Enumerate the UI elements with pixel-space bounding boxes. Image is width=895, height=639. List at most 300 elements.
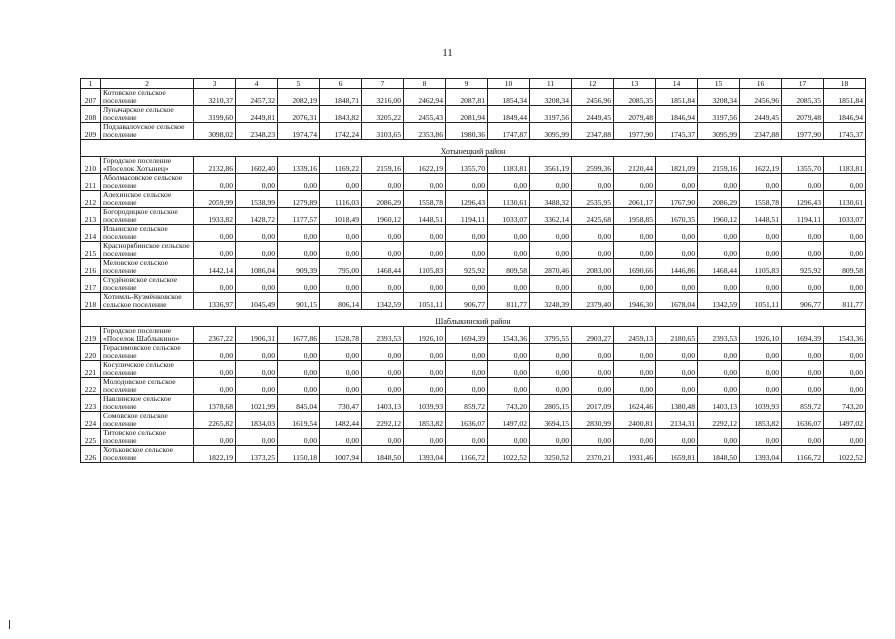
value-cell: 0,00 bbox=[572, 361, 614, 378]
value-cell: 1848,50 bbox=[362, 446, 404, 463]
value-cell: 1977,90 bbox=[614, 123, 656, 140]
value-cell: 0,00 bbox=[824, 361, 866, 378]
column-number-cell: 5 bbox=[278, 79, 320, 89]
value-cell: 0,00 bbox=[530, 174, 572, 191]
value-cell: 1021,99 bbox=[236, 395, 278, 412]
settlement-name: Городское поселение «Поселок Шаблыкино» bbox=[101, 327, 194, 344]
value-cell: 1355,70 bbox=[782, 157, 824, 174]
value-cell: 0,00 bbox=[362, 361, 404, 378]
value-cell: 0,00 bbox=[656, 378, 698, 395]
value-cell: 2159,16 bbox=[698, 157, 740, 174]
value-cell: 1690,66 bbox=[614, 259, 656, 276]
value-cell: 1538,99 bbox=[236, 191, 278, 208]
value-cell: 2079,48 bbox=[782, 106, 824, 123]
value-cell: 0,00 bbox=[614, 225, 656, 242]
value-cell: 3095,99 bbox=[698, 123, 740, 140]
table-row bbox=[81, 395, 866, 412]
value-cell: 0,00 bbox=[614, 344, 656, 361]
value-cell: 0,00 bbox=[740, 174, 782, 191]
value-cell: 0,00 bbox=[530, 276, 572, 293]
value-cell: 1150,18 bbox=[278, 446, 320, 463]
table-row bbox=[81, 361, 866, 378]
value-cell: 2082,19 bbox=[278, 89, 320, 106]
value-cell: 1039,93 bbox=[404, 395, 446, 412]
value-cell: 2120,44 bbox=[614, 157, 656, 174]
value-cell: 743,20 bbox=[488, 395, 530, 412]
value-cell: 0,00 bbox=[362, 378, 404, 395]
value-cell: 3694,15 bbox=[530, 412, 572, 429]
district-name: Хотынецкий район bbox=[81, 140, 866, 157]
value-cell: 906,77 bbox=[446, 293, 488, 310]
value-cell: 2456,96 bbox=[740, 89, 782, 106]
value-cell: 1933,82 bbox=[194, 208, 236, 225]
value-cell: 0,00 bbox=[320, 361, 362, 378]
value-cell: 0,00 bbox=[446, 242, 488, 259]
value-cell: 1543,36 bbox=[824, 327, 866, 344]
value-cell: 1619,54 bbox=[278, 412, 320, 429]
value-cell: 0,00 bbox=[740, 225, 782, 242]
value-cell: 0,00 bbox=[824, 225, 866, 242]
value-cell: 0,00 bbox=[194, 174, 236, 191]
value-cell: 0,00 bbox=[278, 361, 320, 378]
row-number: 214 bbox=[81, 225, 101, 242]
value-cell: 0,00 bbox=[320, 344, 362, 361]
value-cell: 2085,35 bbox=[782, 89, 824, 106]
value-cell: 0,00 bbox=[404, 361, 446, 378]
row-number: 216 bbox=[81, 259, 101, 276]
table-row bbox=[81, 225, 866, 242]
value-cell: 2830,99 bbox=[572, 412, 614, 429]
value-cell: 2425,68 bbox=[572, 208, 614, 225]
value-cell: 0,00 bbox=[488, 344, 530, 361]
value-cell: 0,00 bbox=[320, 378, 362, 395]
value-cell: 1033,07 bbox=[488, 208, 530, 225]
value-cell: 0,00 bbox=[278, 174, 320, 191]
row-number: 213 bbox=[81, 208, 101, 225]
value-cell: 2456,96 bbox=[572, 89, 614, 106]
value-cell: 1694,39 bbox=[446, 327, 488, 344]
data-table bbox=[80, 78, 866, 463]
district-header-row bbox=[81, 140, 866, 157]
value-cell: 1602,40 bbox=[236, 157, 278, 174]
table-row bbox=[81, 429, 866, 446]
value-cell: 1848,50 bbox=[698, 446, 740, 463]
value-cell: 901,15 bbox=[278, 293, 320, 310]
value-cell: 0,00 bbox=[194, 242, 236, 259]
column-number-cell: 16 bbox=[740, 79, 782, 89]
table-row bbox=[81, 157, 866, 174]
value-cell: 0,00 bbox=[530, 242, 572, 259]
value-cell: 2393,53 bbox=[362, 327, 404, 344]
value-cell: 2292,12 bbox=[362, 412, 404, 429]
value-cell: 1745,37 bbox=[656, 123, 698, 140]
value-cell: 0,00 bbox=[278, 276, 320, 293]
value-cell: 1378,68 bbox=[194, 395, 236, 412]
column-number-cell: 9 bbox=[446, 79, 488, 89]
value-cell: 0,00 bbox=[530, 225, 572, 242]
settlement-name: Меловское сельское поселение bbox=[101, 259, 194, 276]
value-cell: 1468,44 bbox=[362, 259, 404, 276]
district-name: Шаблыкинский район bbox=[81, 310, 866, 327]
value-cell: 1007,94 bbox=[320, 446, 362, 463]
value-cell: 1403,13 bbox=[698, 395, 740, 412]
value-cell: 0,00 bbox=[740, 429, 782, 446]
value-cell: 809,58 bbox=[824, 259, 866, 276]
value-cell: 2870,46 bbox=[530, 259, 572, 276]
value-cell: 0,00 bbox=[278, 378, 320, 395]
value-cell: 1051,11 bbox=[404, 293, 446, 310]
value-cell: 3103,65 bbox=[362, 123, 404, 140]
value-cell: 1279,89 bbox=[278, 191, 320, 208]
column-number-cell: 17 bbox=[782, 79, 824, 89]
row-number: 215 bbox=[81, 242, 101, 259]
value-cell: 2903,27 bbox=[572, 327, 614, 344]
table-row bbox=[81, 412, 866, 429]
value-cell: 1380,48 bbox=[656, 395, 698, 412]
value-cell: 1558,78 bbox=[404, 191, 446, 208]
value-cell: 3210,37 bbox=[194, 89, 236, 106]
value-cell: 0,00 bbox=[446, 174, 488, 191]
value-cell: 2457,32 bbox=[236, 89, 278, 106]
value-cell: 2079,48 bbox=[614, 106, 656, 123]
row-number: 207 bbox=[81, 89, 101, 106]
value-cell: 1822,19 bbox=[194, 446, 236, 463]
value-cell: 0,00 bbox=[614, 429, 656, 446]
value-cell: 1636,07 bbox=[782, 412, 824, 429]
value-cell: 0,00 bbox=[446, 429, 488, 446]
value-cell: 0,00 bbox=[656, 174, 698, 191]
value-cell: 1960,12 bbox=[698, 208, 740, 225]
value-cell: 1177,57 bbox=[278, 208, 320, 225]
value-cell: 0,00 bbox=[614, 242, 656, 259]
value-cell: 1018,49 bbox=[320, 208, 362, 225]
value-cell: 0,00 bbox=[740, 242, 782, 259]
value-cell: 2061,17 bbox=[614, 191, 656, 208]
value-cell: 0,00 bbox=[614, 276, 656, 293]
value-cell: 1834,03 bbox=[236, 412, 278, 429]
value-cell: 0,00 bbox=[320, 429, 362, 446]
table-body bbox=[81, 79, 866, 463]
value-cell: 0,00 bbox=[194, 361, 236, 378]
value-cell: 0,00 bbox=[782, 361, 824, 378]
value-cell: 809,58 bbox=[488, 259, 530, 276]
value-cell: 1636,07 bbox=[446, 412, 488, 429]
value-cell: 0,00 bbox=[194, 276, 236, 293]
value-cell: 2159,16 bbox=[362, 157, 404, 174]
value-cell: 0,00 bbox=[824, 378, 866, 395]
value-cell: 3208,34 bbox=[698, 89, 740, 106]
value-cell: 3216,00 bbox=[362, 89, 404, 106]
value-cell: 0,00 bbox=[236, 242, 278, 259]
value-cell: 1848,71 bbox=[320, 89, 362, 106]
value-cell: 2449,45 bbox=[572, 106, 614, 123]
value-cell: 0,00 bbox=[530, 429, 572, 446]
value-cell: 0,00 bbox=[656, 344, 698, 361]
value-cell: 1051,11 bbox=[740, 293, 782, 310]
row-number: 217 bbox=[81, 276, 101, 293]
value-cell: 2367,22 bbox=[194, 327, 236, 344]
value-cell: 0,00 bbox=[656, 429, 698, 446]
value-cell: 1482,44 bbox=[320, 412, 362, 429]
value-cell: 1296,43 bbox=[446, 191, 488, 208]
value-cell: 3561,19 bbox=[530, 157, 572, 174]
settlement-name: Молодовское сельское поселение bbox=[101, 378, 194, 395]
value-cell: 1958,85 bbox=[614, 208, 656, 225]
value-cell: 0,00 bbox=[782, 276, 824, 293]
value-cell: 1851,84 bbox=[824, 89, 866, 106]
row-number: 208 bbox=[81, 106, 101, 123]
value-cell: 1543,36 bbox=[488, 327, 530, 344]
value-cell: 795,00 bbox=[320, 259, 362, 276]
value-cell: 0,00 bbox=[446, 344, 488, 361]
value-cell: 1849,44 bbox=[488, 106, 530, 123]
value-cell: 0,00 bbox=[740, 361, 782, 378]
settlement-name: Котовское сельское поселение bbox=[101, 89, 194, 106]
value-cell: 0,00 bbox=[824, 344, 866, 361]
value-cell: 0,00 bbox=[488, 378, 530, 395]
value-cell: 0,00 bbox=[362, 429, 404, 446]
settlement-name: Хотимль-Кузмёнковское сельское поселение bbox=[101, 293, 194, 310]
column-number-cell: 14 bbox=[656, 79, 698, 89]
table-row bbox=[81, 242, 866, 259]
value-cell: 2449,45 bbox=[740, 106, 782, 123]
value-cell: 3098,02 bbox=[194, 123, 236, 140]
value-cell: 1355,70 bbox=[446, 157, 488, 174]
value-cell: 1558,78 bbox=[740, 191, 782, 208]
settlement-name: Богородицкое сельское поселение bbox=[101, 208, 194, 225]
value-cell: 0,00 bbox=[236, 344, 278, 361]
value-cell: 0,00 bbox=[656, 276, 698, 293]
value-cell: 0,00 bbox=[530, 378, 572, 395]
value-cell: 0,00 bbox=[614, 174, 656, 191]
value-cell: 0,00 bbox=[236, 276, 278, 293]
table-row bbox=[81, 259, 866, 276]
value-cell: 0,00 bbox=[488, 276, 530, 293]
value-cell: 2265,82 bbox=[194, 412, 236, 429]
value-cell: 1339,16 bbox=[278, 157, 320, 174]
value-cell: 1045,49 bbox=[236, 293, 278, 310]
table-row bbox=[81, 89, 866, 106]
value-cell: 1393,04 bbox=[740, 446, 782, 463]
value-cell: 1622,19 bbox=[740, 157, 782, 174]
value-cell: 0,00 bbox=[782, 174, 824, 191]
column-number-row bbox=[81, 79, 866, 89]
value-cell: 2081,94 bbox=[446, 106, 488, 123]
value-cell: 0,00 bbox=[320, 225, 362, 242]
value-cell: 1742,24 bbox=[320, 123, 362, 140]
value-cell: 3488,32 bbox=[530, 191, 572, 208]
row-number: 210 bbox=[81, 157, 101, 174]
value-cell: 1946,30 bbox=[614, 293, 656, 310]
row-number: 219 bbox=[81, 327, 101, 344]
value-cell: 806,14 bbox=[320, 293, 362, 310]
value-cell: 2348,23 bbox=[236, 123, 278, 140]
value-cell: 1086,04 bbox=[236, 259, 278, 276]
value-cell: 1854,34 bbox=[488, 89, 530, 106]
settlement-name: Луначарское сельское поселение bbox=[101, 106, 194, 123]
value-cell: 0,00 bbox=[698, 361, 740, 378]
column-number-cell: 8 bbox=[404, 79, 446, 89]
value-cell: 1039,93 bbox=[740, 395, 782, 412]
value-cell: 1342,59 bbox=[698, 293, 740, 310]
value-cell: 2086,29 bbox=[362, 191, 404, 208]
district-header-row bbox=[81, 310, 866, 327]
value-cell: 0,00 bbox=[362, 242, 404, 259]
value-cell: 2017,09 bbox=[572, 395, 614, 412]
row-number: 224 bbox=[81, 412, 101, 429]
value-cell: 0,00 bbox=[572, 242, 614, 259]
table-row bbox=[81, 293, 866, 310]
value-cell: 1130,61 bbox=[824, 191, 866, 208]
column-number-cell: 3 bbox=[194, 79, 236, 89]
value-cell: 811,77 bbox=[824, 293, 866, 310]
value-cell: 730,47 bbox=[320, 395, 362, 412]
value-cell: 0,00 bbox=[824, 242, 866, 259]
value-cell: 0,00 bbox=[488, 225, 530, 242]
value-cell: 0,00 bbox=[488, 174, 530, 191]
row-number: 223 bbox=[81, 395, 101, 412]
value-cell: 1336,97 bbox=[194, 293, 236, 310]
settlement-name: Подзавалovское сельское поселение bbox=[101, 123, 194, 140]
value-cell: 0,00 bbox=[320, 174, 362, 191]
value-cell: 1624,46 bbox=[614, 395, 656, 412]
value-cell: 1931,46 bbox=[614, 446, 656, 463]
row-number: 221 bbox=[81, 361, 101, 378]
value-cell: 2132,86 bbox=[194, 157, 236, 174]
column-number-cell: 15 bbox=[698, 79, 740, 89]
value-cell: 1497,02 bbox=[824, 412, 866, 429]
value-cell: 1448,51 bbox=[404, 208, 446, 225]
settlement-name: Студёновское сельское поселение bbox=[101, 276, 194, 293]
value-cell: 1622,19 bbox=[404, 157, 446, 174]
column-number-cell: 1 bbox=[81, 79, 101, 89]
settlement-name: Сомовское сельское поселение bbox=[101, 412, 194, 429]
value-cell: 2347,88 bbox=[740, 123, 782, 140]
value-cell: 1670,35 bbox=[656, 208, 698, 225]
value-cell: 1745,37 bbox=[824, 123, 866, 140]
row-number: 211 bbox=[81, 174, 101, 191]
value-cell: 1183,81 bbox=[488, 157, 530, 174]
value-cell: 845,04 bbox=[278, 395, 320, 412]
value-cell: 859,72 bbox=[446, 395, 488, 412]
value-cell: 2087,81 bbox=[446, 89, 488, 106]
value-cell: 1342,59 bbox=[362, 293, 404, 310]
value-cell: 3199,60 bbox=[194, 106, 236, 123]
table-row bbox=[81, 446, 866, 463]
value-cell: 1446,86 bbox=[656, 259, 698, 276]
value-cell: 743,20 bbox=[824, 395, 866, 412]
value-cell: 3205,22 bbox=[362, 106, 404, 123]
value-cell: 1183,81 bbox=[824, 157, 866, 174]
value-cell: 0,00 bbox=[572, 344, 614, 361]
value-cell: 1033,07 bbox=[824, 208, 866, 225]
settlement-name: Титовское сельское поселение bbox=[101, 429, 194, 446]
value-cell: 909,39 bbox=[278, 259, 320, 276]
value-cell: 0,00 bbox=[698, 174, 740, 191]
value-cell: 1659,81 bbox=[656, 446, 698, 463]
column-number-cell: 4 bbox=[236, 79, 278, 89]
value-cell: 0,00 bbox=[404, 276, 446, 293]
settlement-name: Алехинское сельское поселение bbox=[101, 191, 194, 208]
value-cell: 0,00 bbox=[446, 225, 488, 242]
value-cell: 2353,86 bbox=[404, 123, 446, 140]
settlement-name: Аболмасовское сельское поселение bbox=[101, 174, 194, 191]
value-cell: 1851,84 bbox=[656, 89, 698, 106]
value-cell: 0,00 bbox=[488, 242, 530, 259]
value-cell: 0,00 bbox=[656, 361, 698, 378]
value-cell: 0,00 bbox=[320, 276, 362, 293]
value-cell: 0,00 bbox=[824, 276, 866, 293]
value-cell: 0,00 bbox=[530, 344, 572, 361]
table-row bbox=[81, 327, 866, 344]
value-cell: 1022,52 bbox=[824, 446, 866, 463]
value-cell: 2400,81 bbox=[614, 412, 656, 429]
value-cell: 1853,82 bbox=[404, 412, 446, 429]
value-cell: 0,00 bbox=[194, 225, 236, 242]
value-cell: 0,00 bbox=[236, 429, 278, 446]
value-cell: 1022,52 bbox=[488, 446, 530, 463]
value-cell: 0,00 bbox=[446, 361, 488, 378]
value-cell: 0,00 bbox=[572, 378, 614, 395]
value-cell: 1169,22 bbox=[320, 157, 362, 174]
value-cell: 1442,14 bbox=[194, 259, 236, 276]
column-number-cell: 2 bbox=[101, 79, 194, 89]
value-cell: 2599,36 bbox=[572, 157, 614, 174]
value-cell: 2805,15 bbox=[530, 395, 572, 412]
value-cell: 2083,00 bbox=[572, 259, 614, 276]
value-cell: 1853,82 bbox=[740, 412, 782, 429]
value-cell: 1497,02 bbox=[488, 412, 530, 429]
value-cell: 1296,43 bbox=[782, 191, 824, 208]
value-cell: 2076,31 bbox=[278, 106, 320, 123]
settlement-name: Навлинское сельское поселение bbox=[101, 395, 194, 412]
column-number-cell: 7 bbox=[362, 79, 404, 89]
table-row bbox=[81, 378, 866, 395]
value-cell: 1677,86 bbox=[278, 327, 320, 344]
value-cell: 2459,13 bbox=[614, 327, 656, 344]
value-cell: 0,00 bbox=[740, 378, 782, 395]
value-cell: 2180,65 bbox=[656, 327, 698, 344]
value-cell: 0,00 bbox=[782, 225, 824, 242]
value-cell: 1977,90 bbox=[782, 123, 824, 140]
value-cell: 2462,94 bbox=[404, 89, 446, 106]
margin-mark bbox=[9, 620, 10, 629]
column-number-cell: 12 bbox=[572, 79, 614, 89]
row-number: 225 bbox=[81, 429, 101, 446]
row-number: 220 bbox=[81, 344, 101, 361]
table-row bbox=[81, 344, 866, 361]
table-row bbox=[81, 208, 866, 225]
value-cell: 0,00 bbox=[782, 378, 824, 395]
value-cell: 0,00 bbox=[740, 276, 782, 293]
value-cell: 0,00 bbox=[362, 344, 404, 361]
settlement-name: Городское поселение «Поселок Хотынец» bbox=[101, 157, 194, 174]
value-cell: 3095,99 bbox=[530, 123, 572, 140]
value-cell: 0,00 bbox=[782, 242, 824, 259]
value-cell: 1926,10 bbox=[740, 327, 782, 344]
value-cell: 2134,31 bbox=[656, 412, 698, 429]
value-cell: 1906,31 bbox=[236, 327, 278, 344]
value-cell: 2086,29 bbox=[698, 191, 740, 208]
value-cell: 2535,95 bbox=[572, 191, 614, 208]
value-cell: 1373,25 bbox=[236, 446, 278, 463]
value-cell: 1105,83 bbox=[404, 259, 446, 276]
page-number: 11 bbox=[442, 47, 453, 59]
value-cell: 1843,82 bbox=[320, 106, 362, 123]
value-cell: 1974,74 bbox=[278, 123, 320, 140]
value-cell: 811,77 bbox=[488, 293, 530, 310]
value-cell: 0,00 bbox=[656, 242, 698, 259]
